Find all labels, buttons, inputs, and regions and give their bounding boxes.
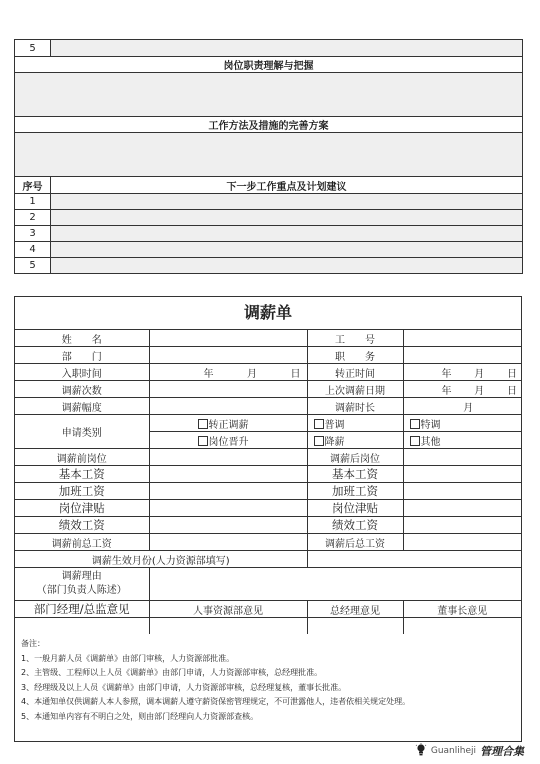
hr-opinion-label: 人事资源部意见 <box>149 601 307 618</box>
dept-field[interactable] <box>149 347 307 364</box>
checkbox[interactable] <box>198 419 208 429</box>
note-item: 4、本通知单仅供调薪人本人参照，调本调薪人遵守薪资保密管理规定，不可泄露他人，违者依相关规定处理。 <box>21 697 411 707</box>
table-row <box>15 449 521 466</box>
section-content-row <box>15 73 523 117</box>
regular-date-label: 转正时间 <box>307 364 403 381</box>
last-adjust-field[interactable] <box>403 381 521 398</box>
emp-no-label: 工 号 <box>307 330 403 347</box>
table-row <box>15 347 521 364</box>
post-total-field[interactable] <box>403 534 521 551</box>
pre-total-field[interactable] <box>149 534 307 551</box>
emp-no-field[interactable] <box>403 330 521 347</box>
table-row <box>15 194 523 210</box>
reason-label <box>15 568 149 601</box>
apply-type-label: 申请类别 <box>15 415 149 449</box>
post-position-label: 调薪后岗位 <box>307 449 403 466</box>
regular-date-field[interactable] <box>403 364 521 381</box>
checkbox[interactable] <box>410 419 420 429</box>
note-item: 5、本通知单内容有不明白之处，则由部门经理向人力资源部查核。 <box>21 711 259 721</box>
table-row <box>15 381 521 398</box>
table-row <box>15 364 521 381</box>
footer-brand-name: 管理合集 <box>480 745 524 758</box>
effective-month-label: 调薪生效月份(人力资源部填写) <box>15 551 307 568</box>
section-title-plan: 下一步工作重点及计划建议 <box>51 177 523 194</box>
adjust-range-field[interactable] <box>149 398 307 415</box>
table-row <box>15 398 521 415</box>
pre-performance-label: 绩效工资 <box>15 517 149 534</box>
post-overtime-label: 加班工资 <box>307 483 403 500</box>
checkbox[interactable] <box>410 436 420 446</box>
duty-content-area[interactable] <box>15 73 523 117</box>
section-content-row <box>15 133 523 177</box>
table-row <box>15 415 521 432</box>
row-number: 4 <box>15 242 51 258</box>
reason-field[interactable] <box>149 568 521 601</box>
adjust-duration-label: 调薪时长 <box>307 398 403 415</box>
work-summary-table <box>14 39 523 274</box>
method-content-area[interactable] <box>15 133 523 177</box>
checkbox[interactable] <box>198 436 208 446</box>
table-row <box>15 40 523 57</box>
gm-signature[interactable] <box>307 618 403 635</box>
day-label: 日 <box>290 368 301 380</box>
post-position-field[interactable] <box>403 449 521 466</box>
pre-total-label: 调薪前总工资 <box>15 534 149 551</box>
table-row <box>15 601 521 618</box>
note-item: 1、一般月薪人员《调薪单》由部门审核，人力资源部批准。 <box>21 653 235 663</box>
chairman-signature[interactable] <box>403 618 521 635</box>
post-overtime-field[interactable] <box>403 483 521 500</box>
name-label: 姓 名 <box>15 330 149 347</box>
pre-performance-field[interactable] <box>149 517 307 534</box>
content-cell[interactable] <box>51 226 523 242</box>
table-row <box>15 568 521 601</box>
post-performance-label: 绩效工资 <box>307 517 403 534</box>
note-item: 2、主管级、工程师以上人员《调薪单》由部门申请，人力资源部审核，总经理批准。 <box>21 668 323 678</box>
option-label: 特调 <box>420 419 441 431</box>
content-cell[interactable] <box>51 258 523 274</box>
year-label: 年 <box>441 385 452 397</box>
option-label: 普调 <box>324 419 345 431</box>
salary-adjustment-form <box>14 296 522 742</box>
table-row <box>15 330 521 347</box>
section-header-row <box>15 117 523 133</box>
table-header-row <box>15 177 523 194</box>
name-field[interactable] <box>149 330 307 347</box>
year-label: 年 <box>203 368 214 380</box>
dept-label: 部 门 <box>15 347 149 364</box>
section-title-method: 工作方法及措施的完善方案 <box>15 117 523 133</box>
hire-date-field[interactable] <box>149 364 307 381</box>
option-label: 其他 <box>420 436 441 448</box>
day-label: 日 <box>507 385 517 397</box>
post-performance-field[interactable] <box>403 517 521 534</box>
option-other[interactable] <box>403 432 521 449</box>
row-number: 2 <box>15 210 51 226</box>
table-row <box>15 466 521 483</box>
row-number: 3 <box>15 226 51 242</box>
pre-position-field[interactable] <box>149 449 307 466</box>
table-row <box>15 483 521 500</box>
table-row <box>15 551 521 568</box>
notes-section <box>15 634 521 725</box>
lightbulb-icon <box>415 743 427 760</box>
month-label: 月 <box>474 368 485 380</box>
adjust-range-label: 调薪幅度 <box>15 398 149 415</box>
adjust-count-label: 调薪次数 <box>15 381 149 398</box>
pre-overtime-field[interactable] <box>149 483 307 500</box>
checkbox[interactable] <box>314 419 324 429</box>
table-row <box>15 618 521 635</box>
table-row <box>15 226 523 242</box>
dept-manager-signature[interactable] <box>15 618 149 635</box>
section-header-row <box>15 57 523 73</box>
content-cell[interactable] <box>51 242 523 258</box>
table-row <box>15 242 523 258</box>
form-title: 调薪单 <box>15 297 521 330</box>
gm-opinion-label: 总经理意见 <box>307 601 403 618</box>
pre-position-label: 调薪前岗位 <box>15 449 149 466</box>
post-allowance-field[interactable] <box>403 500 521 517</box>
option-label: 转正调薪 <box>208 419 249 431</box>
month-label: 月 <box>463 402 474 414</box>
pre-allowance-label: 岗位津贴 <box>15 500 149 517</box>
option-regular[interactable] <box>149 415 307 432</box>
year-label: 年 <box>441 368 452 380</box>
pre-base-salary-label: 基本工资 <box>15 466 149 483</box>
day-label: 日 <box>507 368 517 380</box>
adjust-count-field[interactable] <box>149 381 307 398</box>
table-row <box>15 210 523 226</box>
position-label: 职 务 <box>307 347 403 364</box>
pre-base-salary-field[interactable] <box>149 466 307 483</box>
month-label: 月 <box>474 385 485 397</box>
table-row <box>15 534 521 551</box>
position-field[interactable] <box>403 347 521 364</box>
content-cell[interactable] <box>51 194 523 210</box>
option-general[interactable] <box>307 415 403 432</box>
option-label: 降薪 <box>324 436 345 448</box>
row-number: 1 <box>15 194 51 210</box>
hire-date-label: 入职时间 <box>15 364 149 381</box>
adjust-duration-field[interactable] <box>403 398 521 415</box>
footer-text: Guanliheji <box>430 746 476 756</box>
reason-label-line1: 调薪理由 <box>61 571 102 582</box>
salary-form-table <box>15 330 521 634</box>
post-base-salary-field[interactable] <box>403 466 521 483</box>
content-cell[interactable] <box>51 40 523 57</box>
option-label: 岗位晋升 <box>208 436 249 448</box>
note-item: 3、经理级及以上人员《调薪单》由部门申请，人力资源部审核，总经理复核，董事长批准。 <box>21 682 347 692</box>
row-number: 5 <box>15 258 51 274</box>
row-number: 5 <box>15 40 51 57</box>
post-allowance-label: 岗位津贴 <box>307 500 403 517</box>
table-row <box>15 517 521 534</box>
footer-brand <box>415 742 524 760</box>
month-label: 月 <box>247 368 257 380</box>
section-title-duty: 岗位职责理解与把握 <box>15 57 523 73</box>
effective-month-field[interactable] <box>307 551 521 568</box>
last-adjust-label: 上次调薪日期 <box>307 381 403 398</box>
hr-signature[interactable] <box>149 618 307 635</box>
dept-manager-opinion-label: 部门经理/总监意见 <box>15 601 149 618</box>
reason-label-line2: （部门负责人陈述） <box>36 585 127 596</box>
option-special[interactable] <box>403 415 521 432</box>
option-decrease[interactable] <box>307 432 403 449</box>
content-cell[interactable] <box>51 210 523 226</box>
table-row <box>15 500 521 517</box>
notes-title: 备注： <box>21 639 45 648</box>
pre-overtime-label: 加班工资 <box>15 483 149 500</box>
checkbox[interactable] <box>314 436 324 446</box>
table-row <box>15 258 523 274</box>
pre-allowance-field[interactable] <box>149 500 307 517</box>
post-total-label: 调薪后总工资 <box>307 534 403 551</box>
option-promotion[interactable] <box>149 432 307 449</box>
post-base-salary-label: 基本工资 <box>307 466 403 483</box>
chairman-opinion-label: 董事长意见 <box>403 601 521 618</box>
col-header-seq: 序号 <box>15 177 51 194</box>
